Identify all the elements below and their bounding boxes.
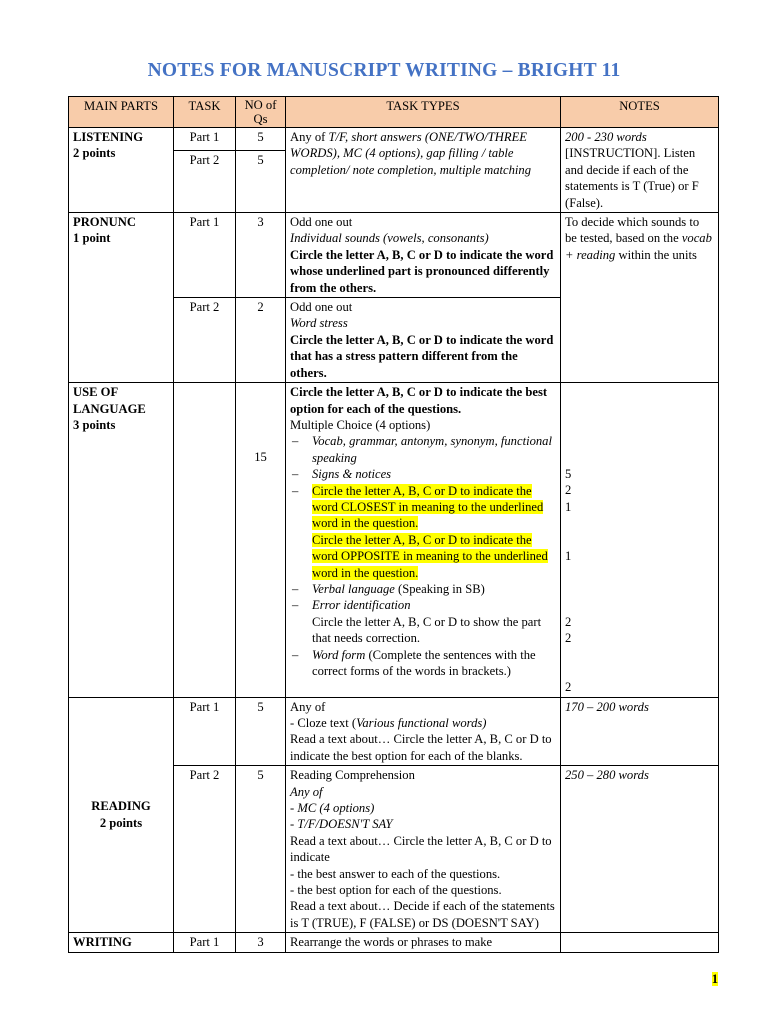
table-row bbox=[69, 933, 719, 952]
list-item: – Signs & notices bbox=[290, 466, 556, 482]
task-cell: Part 1 bbox=[174, 933, 236, 952]
table-row bbox=[69, 697, 719, 766]
header-notes: NOTES bbox=[561, 97, 719, 128]
table-row bbox=[69, 383, 719, 697]
header-task: TASK bbox=[174, 97, 236, 128]
task-cell: Part 2 bbox=[174, 298, 236, 383]
notes-cell: 200 - 230 words [INSTRUCTION]. Listen and decide if each of the statements is T (True) or F (False). bbox=[561, 128, 719, 213]
section-name: PRONUNC bbox=[73, 215, 136, 230]
qs-cell: 15 bbox=[236, 383, 286, 697]
list-item: – Verbal language (Speaking in SB) bbox=[290, 581, 556, 597]
page-number: 1 bbox=[711, 972, 718, 986]
list-item: – Vocab, grammar, antonym, synonym, functional speaking bbox=[290, 433, 556, 466]
section-points: 2 points bbox=[99, 815, 143, 830]
notes-cell: 5 2 1 1 2 2 2 bbox=[561, 383, 719, 697]
qs-cell: 5 bbox=[236, 128, 286, 151]
list-item: Circle the letter A, B, C or D to indicate the word OPPOSITE in meaning to the underlined word in the question. bbox=[312, 532, 548, 580]
section-points: 2 points bbox=[73, 146, 116, 161]
qs-cell: 3 bbox=[236, 213, 286, 298]
notes-cell: To decide which sounds to be tested, based on the vocab + reading within the units bbox=[561, 213, 719, 383]
task-cell: Part 2 bbox=[174, 150, 236, 212]
section-points: 3 points bbox=[73, 417, 116, 432]
qs-cell: 3 bbox=[236, 933, 286, 952]
section-writing: WRITING bbox=[69, 933, 174, 952]
header-row bbox=[69, 97, 719, 128]
task-types-cell: Any of T/F, short answers (ONE/TWO/THREE WORDS), MC (4 options), gap filling / table completion/ note completion, multiple matching bbox=[286, 128, 561, 213]
task-types-cell: Reading Comprehension Any of - MC (4 options) - T/F/DOESN'T SAY Read a text about… Circle the letter A, B, C or D to indicate - the best answer to each of the questions. - the best option for each of the questions. Read a text about… Decide if each of the statements is T (TRUE), F (FALSE) or DS (DOESN'T SAY) bbox=[286, 766, 561, 933]
notes-cell: 170 – 200 words bbox=[561, 697, 719, 766]
section-listening bbox=[69, 128, 174, 213]
section-pronunc bbox=[69, 213, 174, 383]
header-main-parts: MAIN PARTS bbox=[69, 97, 174, 128]
task-cell: Part 1 bbox=[174, 213, 236, 298]
header-no-of-qs: NO of Qs bbox=[236, 97, 286, 128]
table-row bbox=[69, 128, 719, 151]
section-name: READING bbox=[91, 799, 151, 814]
notes-cell bbox=[561, 933, 719, 952]
notes-table bbox=[68, 96, 719, 953]
table-row bbox=[69, 213, 719, 298]
task-types-cell: Any of - Cloze text (Various functional words) Read a text about… Circle the letter A, B, C or D to indicate the best option for each of the blanks. bbox=[286, 697, 561, 766]
qs-cell: 2 bbox=[236, 298, 286, 383]
list-item: – Word form (Complete the sentences with the correct forms of the words in brackets.) bbox=[290, 647, 556, 680]
page-title: NOTES FOR MANUSCRIPT WRITING – BRIGHT 11 bbox=[147, 60, 621, 81]
section-points: 1 point bbox=[73, 231, 111, 246]
task-cell: Part 1 bbox=[174, 128, 236, 151]
task-types-cell: Odd one out Individual sounds (vowels, consonants) Circle the letter A, B, C or D to indicate the word whose underlined part is pronounced differently from the others. bbox=[286, 213, 561, 298]
header-task-types: TASK TYPES bbox=[286, 97, 561, 128]
task-cell: Part 2 bbox=[174, 766, 236, 933]
section-name: USE OF LANGUAGE bbox=[73, 385, 146, 416]
qs-cell: 5 bbox=[236, 766, 286, 933]
task-types-cell: Rearrange the words or phrases to make bbox=[286, 933, 561, 952]
qs-cell: 5 bbox=[236, 697, 286, 766]
section-use-of-language bbox=[69, 383, 174, 697]
section-name: LISTENING bbox=[73, 130, 143, 144]
notes-cell: 250 – 280 words bbox=[561, 766, 719, 933]
section-reading bbox=[69, 697, 174, 933]
task-types-cell: Circle the letter A, B, C or D to indicate the best option for each of the questions. Multiple Choice (4 options) – Vocab, grammar, antonym, synonym, functional speaking – Signs & notices – Circle the letter A, B, C or D to indicate the word CLOSEST in meaning to the underlined word in the question. Circle the letter A, B, C or D to indicate the word OPPOSITE in meaning to the underlined word in the question. – Verbal language (Speaking in SB) – Error identification Circle the letter A, B, C or D to show the part that needs correction. – Word form (Complete the sentences with the correct forms of the words in brackets.) bbox=[286, 383, 561, 697]
qs-cell: 5 bbox=[236, 150, 286, 212]
list-item: – Error identification Circle the letter A, B, C or D to show the part that needs correction. bbox=[290, 597, 556, 646]
list-item: – Circle the letter A, B, C or D to indicate the word CLOSEST in meaning to the underlined word in the question. bbox=[290, 483, 556, 532]
task-cell: Part 1 bbox=[174, 697, 236, 766]
task-cell bbox=[174, 383, 236, 697]
task-types-cell: Odd one out Word stress Circle the letter A, B, C or D to indicate the word that has a stress pattern different from the others. bbox=[286, 298, 561, 383]
